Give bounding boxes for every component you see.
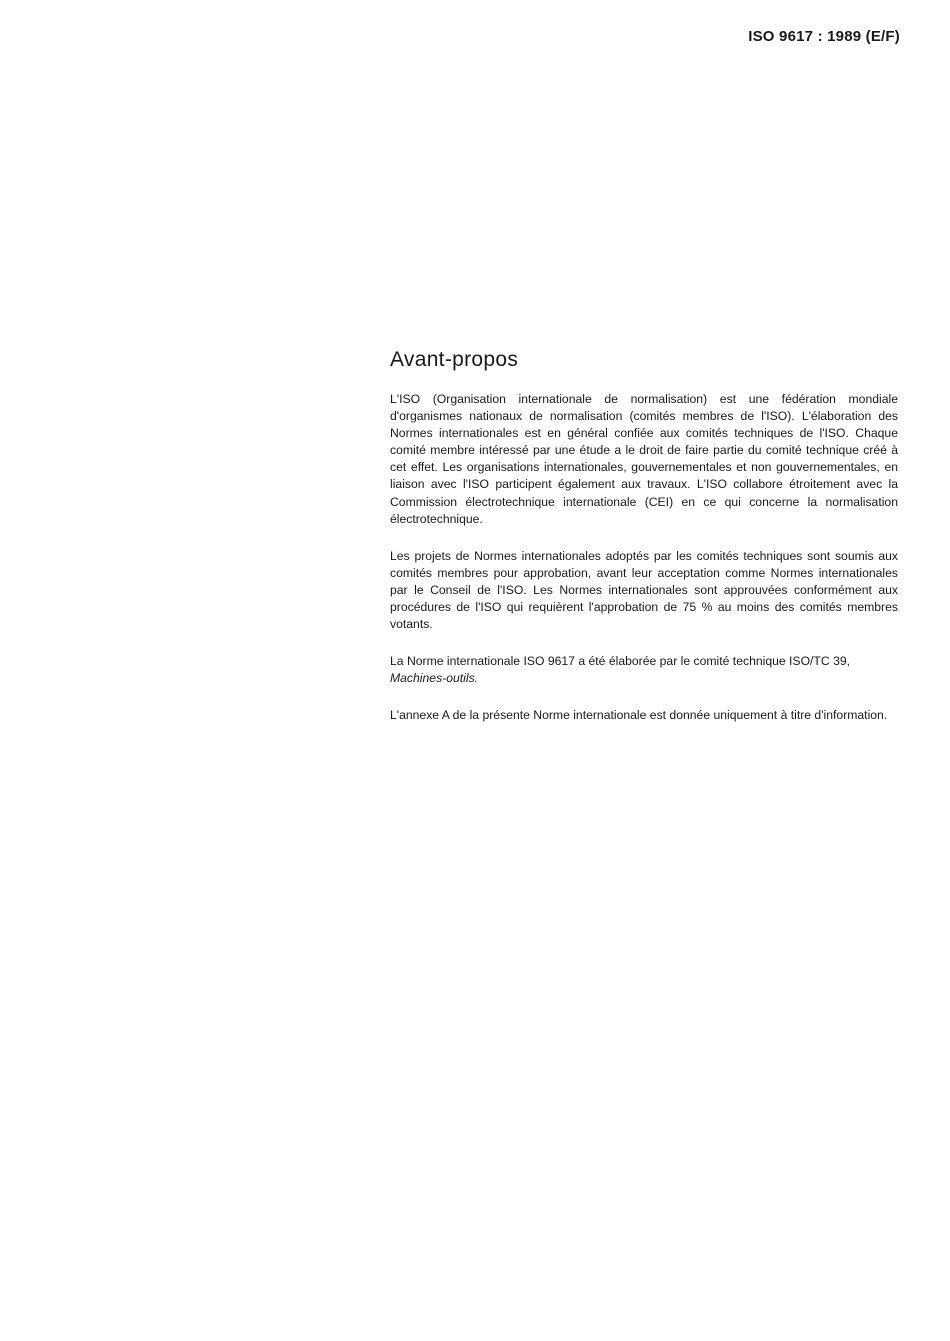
paragraph-iso-intro: L'ISO (Organisation internationale de normalisation) est une fédération mondiale d'organismes nationaux de normalisation (comités membres de l'ISO). L'élaboration des Normes internationales est en général confiée aux comités techniques de l'ISO. Chaque comité membre intéressé par une étude a le droit de faire partie du comité technique créé à cet effet. Les organisations internationales, gouvernementales et non gouvernementales, en liaison avec l'ISO participent également aux travaux. L'ISO collabore étroitement avec la Commission électrotechnique internationale (CEI) en ce qui concerne la normalisation électrotechnique. [390,392,898,526]
section-title: Avant-propos [390,348,519,371]
committee-sentence: La Norme internationale ISO 9617 a été élaborée par le comité technique ISO/TC 39, [390,654,851,669]
paragraph-committee [390,653,898,687]
document-reference: ISO 9617 : 1989 (E/F) [748,28,900,45]
paragraph-approval: Les projets de Normes internationales adoptés par les comités techniques sont soumis aux comités membres pour approbation, avant leur acceptation comme Normes internationales par le Conseil de l'ISO. Les Normes internationales sont approuvées conformément aux procédures de l'ISO qui requièrent l'approbation de 75 % au moins des comités membres votants. [390,548,898,632]
paragraph-annex: L'annexe A de la présente Norme internationale est donnée uniquement à titre d'information. [390,708,888,723]
committee-name: Machines-outils. [390,671,479,686]
foreword-section [390,348,898,745]
